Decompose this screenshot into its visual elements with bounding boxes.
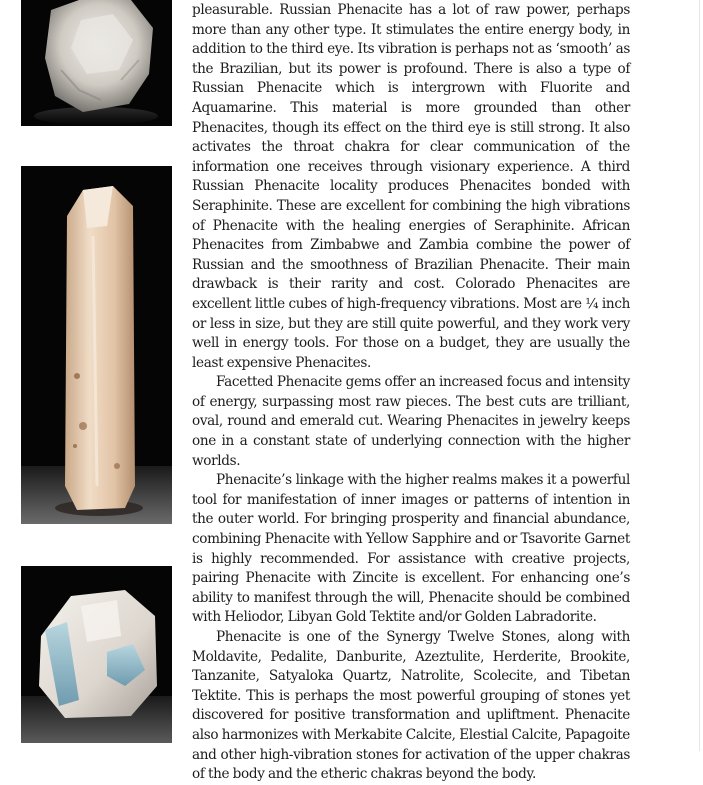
- paragraph-3: Phenacite’s linkage with the higher realms makes it a powerful tool for manifestation of inner images or patterns of intention in the outer world. For bringing prosperity and financial abundance, combining Phenacite with Yellow Sapphire and or Tsavorite Garnet is highly recommended. For assistance with creative projects, pairing Phenacite with Zincite is excellent. For enhancing one’s ability to manifest through the will, Phenacite should be combined with Heliodor, Libyan Gold Tektite and/or Golden Labradorite.: [192, 472, 630, 626]
- phenacite-aquamarine-photo: [21, 566, 172, 743]
- paragraph-1: pleasurable. Russian Phenacite has a lot of raw power, perhaps more than any other type. It stimulates the entire energy body, in addition to the third eye. Its vibration is perhaps not as ‘smooth’ as the Brazilian, but its power is profound. There is also a type of Russian Phenacite which is intergrown with Fluorite and Aquamarine. This material is more grounded than other Phenacites, though its effect on the third eye is still strong. It also activates the throat chakra for clear communication of the information one receives through visionary experience. A third Russian Phenacite locality produces Phenacites bonded with Seraphinite. These are excellent for combining the high vibrations of Phenacite with the healing energies of Seraphinite. African Phenacites from Zimbabwe and Zambia combine the power of Russian and the smoothness of Brazilian Phenacite. Their main drawback is their rarity and cost. Colorado Phenacites are excellent little cubes of high-frequency vibrations. Most are ¼ inch or less in size, but they are still quite powerful, and they work very well in energy tools. For those on a budget, they are usually the least expensive Phenacites.: [192, 2, 630, 371]
- phenacite-cluster-photo: [21, 0, 172, 126]
- paragraph-4: Phenacite is one of the Synergy Twelve Stones, along with Moldavite, Pedalite, Danburite, Azeztulite, Herderite, Brookite, Tanzanite, Satyaloka Quartz, Natrolite, Scolecite, and Tibetan Tektite. This is perhaps the most powerful grouping of stones yet discovered for positive transformation and upliftment. Phenacite also harmonizes with Merkabite Calcite, Elestial Calcite, Papagoite and other high-vibration stones for activation of the upper chakras of the body and the etheric chakras beyond the body.: [192, 629, 630, 783]
- page-edge-rule: [699, 0, 700, 751]
- body-text: [192, 1, 630, 785]
- phenacite-crystal-photo: [21, 166, 172, 524]
- paragraph-2: Facetted Phenacite gems offer an increased focus and intensity of energy, surpassing most raw pieces. The best cuts are trilliant, oval, round and emerald cut. Wearing Phenacites in jewelry keeps one in a constant state of underlying connection with the higher worlds.: [192, 374, 630, 469]
